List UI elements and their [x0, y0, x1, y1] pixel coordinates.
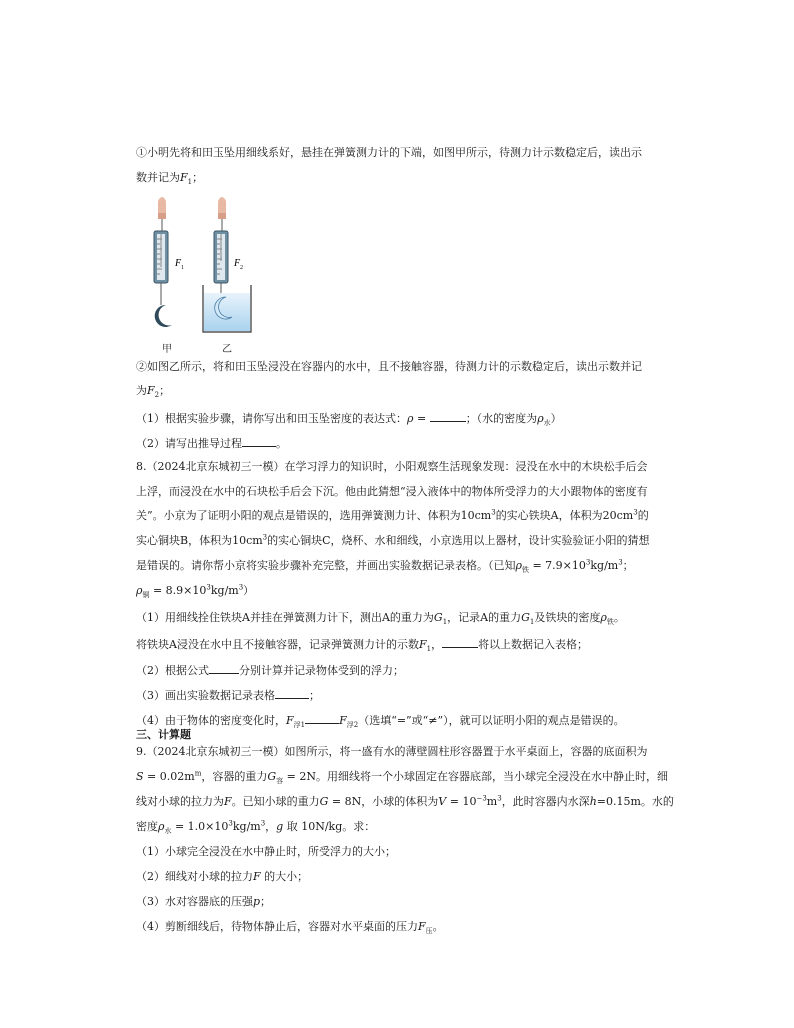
water-beaker [203, 285, 251, 332]
q8-line6: $\rho_铜 = 8.9\times 10^3kg/m^3$） [136, 583, 255, 600]
q8-line3: 关”。小京为了证明小阳的观点是错误的，选用弹簧测力计、体积为$10cm^3$的实心铁块A，体积为$20cm^3$的 [136, 508, 649, 522]
figure-label-jia: 甲 [162, 344, 172, 355]
q8-line1: 8.（2024北京东城初三一模）在学习浮力的知识时，小阳观察生活现象发现：浸没在水中的木块松手后会 [136, 460, 648, 473]
svg-text:2: 2 [240, 265, 243, 271]
answer-blank[interactable] [430, 409, 466, 422]
jade-pendant-left [155, 305, 172, 327]
q9-sub1: （1）小球完全浸没在水中静止时，所受浮力的大小； [136, 845, 396, 858]
hand-icon-left [158, 197, 166, 219]
q9-line3: 线对小球的拉力为F。已知小球的重力G = 8N，小球的体积为$V = 10^{-3}m^3$，此时容器内水深h=0.15m。水的 [136, 794, 674, 808]
answer-blank[interactable] [242, 434, 276, 447]
question-derivation: （2）请写出推导过程 。 [136, 434, 287, 452]
f1-label: F [175, 258, 182, 269]
answer-blank[interactable] [209, 661, 239, 674]
answer-blank[interactable] [275, 686, 309, 699]
q8-step1-line1: （1）用细线拴住铁块A并挂在弹簧测力计下，测出A的重力为$G_1$，记录A的重力$G_1$及铁块的密度$\rho_铁$。 [136, 611, 625, 627]
q8-step1-line2: 将铁块A浸没在水中且不接触容器，记录弹簧测力计的示数$F_1$， 将以上数据记入表格； [136, 635, 588, 653]
section-title-calculation: 三、计算题 [136, 728, 191, 741]
q9-line2: $S = 0.02m^m$，容器的重力$G_容 = 2N$。用细线将一个小球固定在容器底部，当小球完全浸没在水中静止时，细 [136, 769, 668, 786]
spring-scale-left [154, 231, 168, 283]
step1-line2: 数并记为$F_1$； [136, 171, 204, 187]
q9-line4: 密度$\rho_水 = 1.0\times 10^3kg/m^3$，g 取 10N/kg。求： [136, 819, 376, 836]
q8-line2: 上浮，而浸没在水中的石块松手后会下沉。他由此猜想“浸入液体中的物体所受浮力的大小跟物体的密度有 [136, 485, 648, 498]
step2-line2: 为$F_2$； [136, 384, 171, 400]
question-density-expression: （1）根据实验步骤，请你写出和田玉坠密度的表达式：ρ = ；（水的密度为$\rho_水$） [136, 409, 562, 427]
q8-line4: 实心铜块B，体积为$10cm^3$的实心铜块C，烧杯、水和细线，小京选用以上器材，设计实验验证小阳的猜想 [136, 533, 650, 547]
experiment-figure [140, 193, 270, 355]
answer-blank[interactable] [442, 635, 478, 648]
q8-step2: （2）根据公式 分别计算并记录物体受到的浮力； [136, 661, 404, 679]
svg-text:1: 1 [181, 265, 184, 271]
f2-label: F [234, 258, 241, 269]
q9-sub3: （3）水对容器底的压强p； [136, 895, 272, 908]
q8-step4: （4）由于物体的密度变化时，$F_{浮1}$ $F_{浮2}$（选填“=”或“≠”），就可以证明小阳的观点是错误的。 [136, 711, 625, 729]
q9-sub4: （4）剪断细线后，待物体静止后，容器对水平桌面的压力$F_压$。 [136, 920, 444, 936]
q8-step3: （3）画出实验数据记录表格 ； [136, 686, 320, 704]
spring-scale-right [214, 231, 228, 283]
step2-line1: ②如图乙所示，将和田玉坠浸没在容器内的水中，且不接触容器，待测力计的示数稳定后，读出示数并记 [136, 360, 642, 373]
q9-sub2: （2）细线对小球的拉力F 的大小； [136, 870, 309, 883]
q9-line1: 9.（2024北京东城初三一模）如图所示，将一盛有水的薄壁圆柱形容器置于水平桌面上，容器的底面积为 [136, 745, 648, 758]
answer-blank[interactable] [305, 711, 339, 724]
figure-label-yi: 乙 [222, 344, 232, 355]
spring-scale-figure [140, 193, 270, 343]
step1-line1: ①小明先将和田玉坠用细线系好，悬挂在弹簧测力计的下端，如图甲所示，待测力计示数稳定后，读出示 [136, 146, 642, 159]
q8-line5: 是错误的。请你帮小京将实验步骤补充完整，并画出实验数据记录表格。（已知$\rho_铁 = 7.9\times 10^3kg/m^3$； [136, 558, 634, 575]
hand-icon-right [218, 197, 226, 219]
